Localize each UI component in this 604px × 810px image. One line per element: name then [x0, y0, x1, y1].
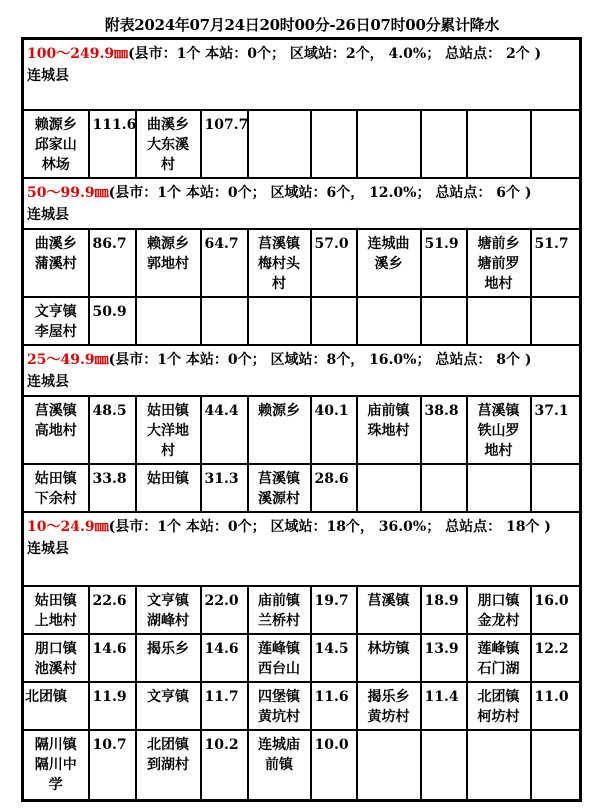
- station-name: 莲峰镇 西台山: [248, 634, 311, 682]
- rainfall-value: 37.1: [531, 396, 581, 464]
- rainfall-value: 22.0: [201, 586, 248, 634]
- rainfall-value: 31.3: [201, 464, 248, 512]
- rainfall-value: 64.7: [201, 229, 248, 297]
- table-row: [23, 396, 581, 464]
- section-header-row: [23, 345, 581, 396]
- station-summary: (县市：1个 本站：0个； 区域站：6个， 12.0%； 总站点： 6个 ): [108, 184, 532, 201]
- station-name: 莒溪镇 溪源村: [248, 464, 311, 512]
- county-name: 连城县: [27, 206, 69, 223]
- station-summary: (县市：1个 本站：0个； 区域站：18个， 36.0%； 总站点： 18个 ): [108, 518, 551, 535]
- station-name: [357, 730, 421, 801]
- station-name: 赖源乡 邱家山 林场: [23, 110, 89, 178]
- rainfall-value: 111.6: [89, 110, 136, 178]
- rainfall-value: [421, 110, 467, 178]
- table-row: [23, 586, 581, 634]
- rainfall-value: 11.6: [311, 682, 357, 730]
- section-header: [23, 345, 581, 396]
- table-row: [23, 110, 581, 178]
- rainfall-value: 11.7: [201, 682, 248, 730]
- rainfall-value: [531, 297, 581, 345]
- station-name: 揭乐乡: [136, 634, 201, 682]
- section-header: [23, 39, 581, 110]
- station-name: 曲溪乡 大东溪 村: [136, 110, 201, 178]
- station-name: [467, 464, 531, 512]
- rainfall-value: 14.6: [201, 634, 248, 682]
- county-name: 连城县: [27, 373, 69, 390]
- rainfall-value: 10.0: [311, 730, 357, 801]
- rainfall-value: 11.0: [531, 682, 581, 730]
- rainfall-value: [311, 110, 357, 178]
- rainfall-value: [311, 297, 357, 345]
- rainfall-value: 57.0: [311, 229, 357, 297]
- rainfall-value: 107.7: [201, 110, 248, 178]
- section-header-row: [23, 39, 581, 110]
- rainfall-value: 51.7: [531, 229, 581, 297]
- station-name: 四堡镇 黄坑村: [248, 682, 311, 730]
- rainfall-value: [531, 110, 581, 178]
- rainfall-value: 11.4: [421, 682, 467, 730]
- station-name: [136, 297, 201, 345]
- rainfall-value: 19.7: [311, 586, 357, 634]
- rainfall-value: [531, 730, 581, 801]
- section-header: [23, 178, 581, 229]
- rainfall-value: 50.9: [89, 297, 136, 345]
- station-name: 姑田镇 大洋地 村: [136, 396, 201, 464]
- rainfall-value: 14.5: [311, 634, 357, 682]
- station-name: 莒溪镇 高地村: [23, 396, 89, 464]
- table-row: [23, 634, 581, 682]
- rainfall-range: 100～249.9㎜: [27, 46, 129, 62]
- station-name: 姑田镇 上地村: [23, 586, 89, 634]
- station-name: [357, 464, 421, 512]
- rainfall-range: 50～99.9㎜: [27, 184, 109, 201]
- station-name: 文亨镇 湖峰村: [136, 586, 201, 634]
- station-name: 莒溪镇 梅村头 村: [248, 229, 311, 297]
- station-name: [357, 297, 421, 345]
- table-row: [23, 464, 581, 512]
- page-title: 附表2024年07月24日20时00分-26日07时00分累计降水: [104, 16, 500, 34]
- rainfall-value: 51.9: [421, 229, 467, 297]
- rainfall-value: 40.1: [311, 396, 357, 464]
- rainfall-value: 10.2: [201, 730, 248, 801]
- station-name: [248, 297, 311, 345]
- station-name: 文亨镇 李屋村: [23, 297, 89, 345]
- station-name: [467, 730, 531, 801]
- table-row: [23, 730, 581, 801]
- rainfall-value: [531, 464, 581, 512]
- station-name: 塘前乡 塘前罗 地村: [467, 229, 531, 297]
- station-summary: (县市：1个 本站：0个； 区域站：8个， 16.0%； 总站点： 8个 ): [108, 351, 532, 368]
- rainfall-value: 10.7: [89, 730, 136, 801]
- station-name: [467, 110, 531, 178]
- rainfall-table: [21, 37, 582, 802]
- rainfall-value: [421, 464, 467, 512]
- rainfall-value: 22.6: [89, 586, 136, 634]
- station-name: 连城曲 溪乡: [357, 229, 421, 297]
- rainfall-value: [421, 730, 467, 801]
- station-name: [467, 297, 531, 345]
- station-name: 连城庙 前镇: [248, 730, 311, 801]
- rainfall-value: 18.9: [421, 586, 467, 634]
- section-header-row: [23, 178, 581, 229]
- station-name: 姑田镇: [136, 464, 201, 512]
- county-name: 连城县: [27, 68, 69, 84]
- table-row: [23, 682, 581, 730]
- station-name: 林坊镇: [357, 634, 421, 682]
- table-row: [23, 297, 581, 345]
- rainfall-value: 11.9: [89, 682, 136, 730]
- rainfall-range: 25～49.9㎜: [27, 351, 109, 368]
- rainfall-value: [201, 297, 248, 345]
- station-name: 文亨镇: [136, 682, 201, 730]
- station-name: 莒溪镇: [357, 586, 421, 634]
- rainfall-value: 28.6: [311, 464, 357, 512]
- station-name: 庙前镇 兰桥村: [248, 586, 311, 634]
- rainfall-value: 33.8: [89, 464, 136, 512]
- rainfall-value: 48.5: [89, 396, 136, 464]
- station-summary: (县市：1个 本站：0个； 区域站：2个， 4.0%； 总站点： 2个 ): [128, 46, 542, 62]
- table-row: [23, 229, 581, 297]
- rainfall-value: 13.9: [421, 634, 467, 682]
- section-header: [23, 512, 581, 586]
- station-name: 北团镇 到湖村: [136, 730, 201, 801]
- section-header-row: [23, 512, 581, 586]
- station-name: 莲峰镇 石门湖: [467, 634, 531, 682]
- station-name: 朋口镇 池溪村: [23, 634, 89, 682]
- rainfall-value: 12.2: [531, 634, 581, 682]
- station-name: 揭乐乡 黄坊村: [357, 682, 421, 730]
- station-name: 北团镇 柯坊村: [467, 682, 531, 730]
- station-name: 朋口镇 金龙村: [467, 586, 531, 634]
- station-name: 曲溪乡 蒲溪村: [23, 229, 89, 297]
- station-name: [357, 110, 421, 178]
- rainfall-value: 38.8: [421, 396, 467, 464]
- station-name: [248, 110, 311, 178]
- station-name: 庙前镇 珠地村: [357, 396, 421, 464]
- rainfall-value: 14.6: [89, 634, 136, 682]
- rainfall-value: [421, 297, 467, 345]
- station-name: 莒溪镇 铁山罗 地村: [467, 396, 531, 464]
- station-name: 隔川镇 隔川中 学: [23, 730, 89, 801]
- station-name: 姑田镇 下余村: [23, 464, 89, 512]
- county-name: 连城县: [27, 540, 69, 557]
- rainfall-value: 44.4: [201, 396, 248, 464]
- rainfall-value: 86.7: [89, 229, 136, 297]
- station-name: 赖源乡 郭地村: [136, 229, 201, 297]
- station-name: 赖源乡: [248, 396, 311, 464]
- rainfall-range: 10～24.9㎜: [27, 518, 109, 535]
- station-name: 北团镇: [23, 682, 89, 730]
- rainfall-value: 16.0: [531, 586, 581, 634]
